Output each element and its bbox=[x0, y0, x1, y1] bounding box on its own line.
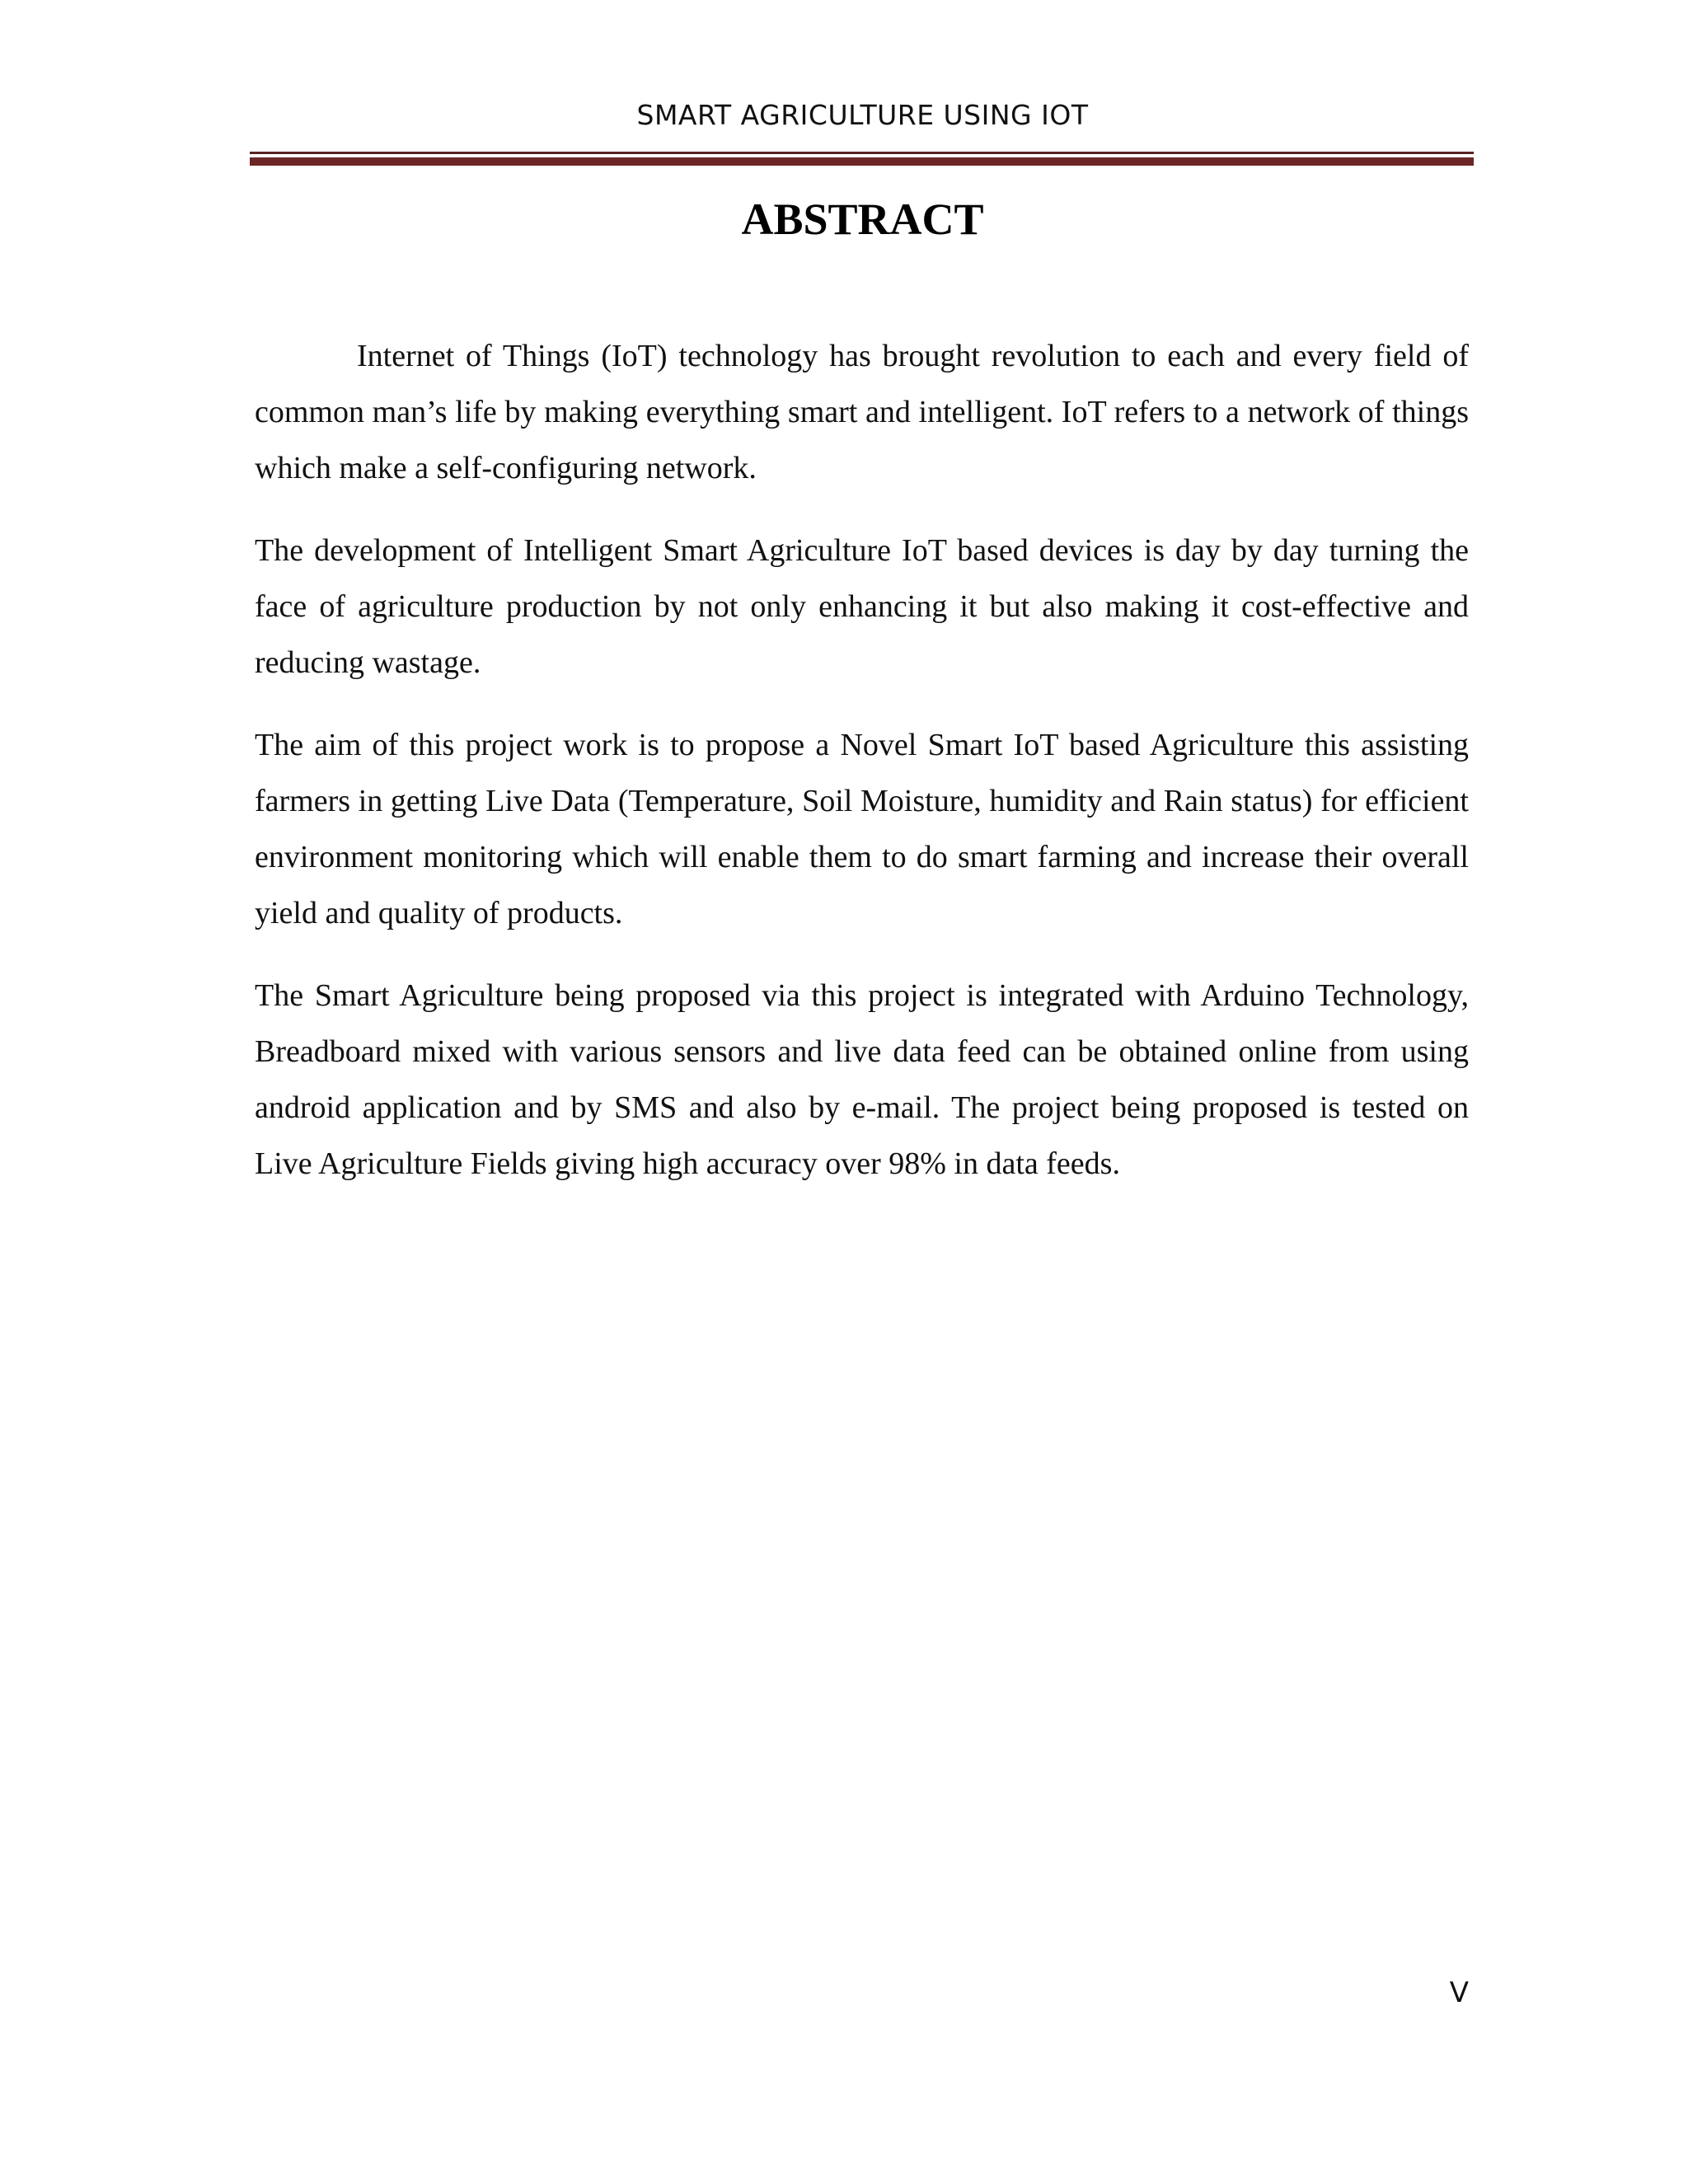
header-rule bbox=[250, 152, 1474, 166]
abstract-body bbox=[255, 328, 1469, 1218]
paragraph-2: The development of Intelligent Smart Agriculture IoT based devices is day by day turning the face of agriculture production by not only enhancing it but also making it cost-effective and reducing wastage. bbox=[255, 533, 1469, 680]
paragraph-4: The Smart Agriculture being proposed via this project is integrated with Arduino Technology, Breadboard mixed with various sensors and live data feed can be obtained online from using android application and by SMS and also by e-mail. The project being proposed is tested on Live Agriculture Fields giving high accuracy over 98% in data feeds. bbox=[255, 978, 1469, 1181]
header-rule-thick-line bbox=[250, 157, 1474, 166]
paragraph-1: Internet of Things (IoT) technology has brought revolution to each and every field of common man’s life by making everything smart and intelligent. IoT refers to a network of things which make a self-configuring network. bbox=[255, 339, 1469, 485]
running-header: SMART AGRICULTURE USING IOT bbox=[636, 99, 1089, 131]
page-number: V bbox=[1449, 1976, 1469, 2009]
page-title: ABSTRACT bbox=[741, 194, 984, 244]
paragraph-3: The aim of this project work is to propose a Novel Smart IoT based Agriculture this assisting farmers in getting Live Data (Temperature, Soil Moisture, humidity and Rain status) for efficient environment monitoring which will enable them to do smart farming and increase their overall yield and quality of products. bbox=[255, 728, 1469, 930]
header-rule-thin-line bbox=[250, 152, 1474, 154]
